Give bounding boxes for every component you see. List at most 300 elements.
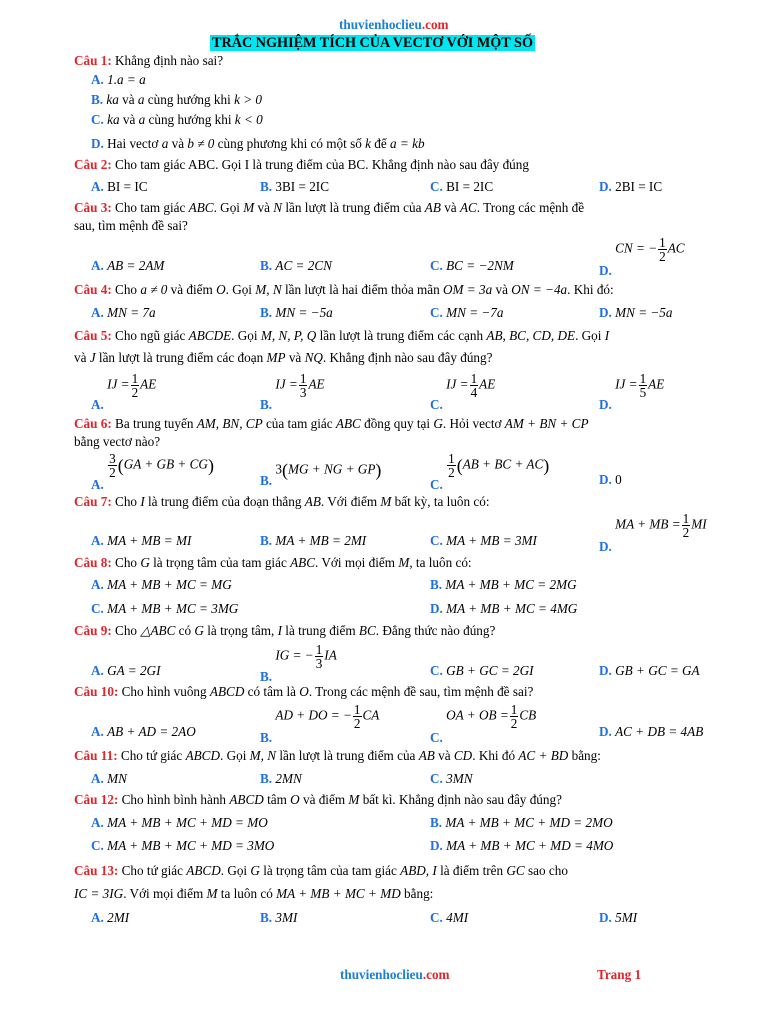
math: MA + MB + MC = 3MG — [107, 601, 239, 616]
text: . Hỏi vectơ — [442, 416, 502, 431]
question-label: Câu 13: — [74, 863, 119, 878]
math: O — [290, 792, 300, 807]
math: AE — [308, 376, 325, 392]
option-label: B. — [430, 577, 443, 592]
option-label: B. — [260, 473, 273, 489]
q9-option-d[interactable] — [599, 663, 700, 678]
math: AB + BC + AC — [462, 456, 544, 472]
math: ABCD — [209, 684, 245, 699]
text: . Với mọi điểm — [315, 555, 396, 570]
math: MA + MB + MC + MD = 4MO — [446, 838, 614, 853]
option-label: B. — [260, 396, 273, 412]
question-11 — [74, 748, 601, 763]
math: M, N — [255, 282, 282, 297]
text: . Gọi — [575, 328, 602, 343]
q7-option-b[interactable] — [260, 533, 366, 548]
q7-option-d[interactable] — [599, 511, 707, 554]
text: , ta luôn có: — [409, 555, 472, 570]
math: G — [433, 416, 443, 431]
option-label: C. — [430, 396, 443, 412]
math: AE — [648, 376, 665, 392]
question-3-line2: sau, tìm mệnh đề sai? — [74, 218, 188, 233]
option-label: A. — [91, 258, 104, 273]
text: bằng: — [571, 748, 601, 763]
math: AB — [424, 200, 441, 215]
math: I — [140, 494, 145, 509]
q6-option-a[interactable] — [91, 451, 214, 492]
math: MA + MB + MC + MD = 2MO — [445, 815, 613, 830]
text: cùng hướng khi — [148, 112, 232, 127]
q7-option-a[interactable] — [91, 533, 191, 548]
math: AC + BD — [518, 748, 569, 763]
text: . Gọi — [213, 200, 240, 215]
math: k < 0 — [234, 112, 263, 127]
math: CB — [519, 707, 537, 723]
text: ta luôn có — [220, 886, 273, 901]
paren-open: ( — [281, 460, 288, 480]
math: AB — [304, 494, 321, 509]
text: và — [257, 200, 270, 215]
math: AM + BN + CP — [504, 416, 589, 431]
question-label: Câu 10: — [74, 684, 119, 699]
text: . Đẳng thức nào đúng? — [375, 623, 496, 638]
math: BC = −2NM — [446, 258, 514, 273]
text: sao cho — [528, 863, 568, 878]
question-12 — [74, 792, 562, 807]
math: IA — [324, 647, 337, 663]
q9-option-b[interactable] — [260, 642, 337, 684]
text: lần lượt là hai điểm thỏa mãn — [284, 282, 440, 297]
text: . Khẳng định nào sau đây đúng? — [322, 350, 493, 365]
text: . Gọi — [220, 748, 247, 763]
q5-option-a[interactable] — [91, 371, 157, 412]
text: và — [122, 92, 135, 107]
math: O — [216, 282, 226, 297]
math: IC = 3IG — [74, 886, 124, 901]
math: AE — [140, 376, 157, 392]
q2-option-a[interactable] — [91, 179, 148, 194]
math: IJ = — [446, 376, 469, 392]
math: AM, BN, CP — [196, 416, 263, 431]
math: BI = IC — [107, 179, 148, 194]
option-label: C. — [430, 305, 443, 320]
math: k > 0 — [234, 92, 263, 107]
math: M — [206, 886, 218, 901]
text: Cho — [115, 282, 138, 297]
text: Cho — [115, 623, 138, 638]
math: 2MI — [107, 910, 130, 925]
fraction: $\frac{1}{2}$ — [682, 511, 690, 541]
option-label: C. — [430, 533, 443, 548]
text: . Với mọi điểm — [123, 886, 204, 901]
option-label: B. — [91, 92, 104, 107]
question-10 — [74, 684, 533, 699]
math: GA + GB + CG — [123, 456, 208, 472]
fraction: $\frac{3}{2}$ — [109, 451, 116, 481]
option-label: B. — [260, 179, 273, 194]
text: là trung điểm — [285, 623, 356, 638]
text: bất kỳ, ta luôn có: — [394, 494, 490, 509]
q6-option-c[interactable] — [430, 451, 550, 492]
text: Cho ngũ giác — [115, 328, 186, 343]
option-label: B. — [260, 729, 273, 745]
text: và điểm — [170, 282, 213, 297]
option-label: A. — [91, 724, 104, 739]
math: k — [365, 136, 371, 151]
option-label: D. — [599, 472, 612, 487]
option-label: C. — [430, 179, 443, 194]
q10-option-a[interactable] — [91, 724, 196, 739]
option-label: A. — [91, 771, 104, 786]
question-9 — [74, 623, 495, 638]
option-label: C. — [430, 258, 443, 273]
option-label: C. — [91, 112, 104, 127]
math: GC — [506, 863, 525, 878]
option-label: B. — [260, 910, 273, 925]
q12-option-d[interactable] — [430, 838, 613, 853]
option-label: A. — [91, 305, 104, 320]
text: có tâm là — [247, 684, 296, 699]
option-label: C. — [430, 910, 443, 925]
option-label: A. — [91, 72, 104, 87]
q4-option-b[interactable] — [260, 305, 333, 320]
question-3 — [74, 200, 584, 215]
q4-option-d[interactable] — [599, 305, 673, 320]
text: và — [288, 350, 302, 365]
text: lần lượt là trung điểm các đoạn — [98, 350, 264, 365]
math: BI = 2IC — [446, 179, 494, 194]
math: M — [348, 792, 360, 807]
text: . Gọi I là trung điểm của — [215, 157, 345, 172]
q13-option-d[interactable] — [599, 910, 637, 925]
q6-option-d[interactable] — [599, 472, 622, 487]
math: 3MI — [275, 910, 298, 925]
math: BC — [358, 623, 376, 638]
math: MA + MB = 3MI — [446, 533, 537, 548]
question-label: Câu 3: — [74, 200, 112, 215]
math: M — [398, 555, 410, 570]
text: cùng phương khi có một số — [217, 136, 362, 151]
text: . Gọi — [231, 328, 258, 343]
q12-option-a[interactable] — [91, 815, 268, 830]
text: bằng: — [404, 886, 434, 901]
paren-open: ( — [117, 455, 124, 476]
math: MN = 7a — [107, 305, 156, 320]
math: AB, BC, CD, DE — [486, 328, 576, 343]
question-label: Câu 9: — [74, 623, 112, 638]
fraction: $\frac{1}{3}$ — [299, 371, 307, 401]
q8-option-d[interactable] — [430, 601, 577, 616]
math: MA + MB + MC = 2MG — [445, 577, 577, 592]
option-label: D. — [599, 305, 612, 320]
math: a = kb — [390, 136, 425, 151]
math: 3 — [275, 461, 282, 477]
paren-close: ) — [207, 455, 214, 476]
math: MA + MB = — [615, 516, 681, 532]
math: ABCDE — [188, 328, 232, 343]
question-label: Câu 5: — [74, 328, 112, 343]
q4-option-c[interactable] — [430, 305, 504, 320]
math: 0 — [615, 472, 622, 487]
math: M — [380, 494, 392, 509]
q11-option-c[interactable] — [430, 771, 473, 786]
math: MG + NG + GP — [287, 461, 376, 477]
text: và điểm — [302, 792, 346, 807]
q2-option-d[interactable] — [599, 179, 662, 194]
fraction: $\frac{1}{2}$ — [131, 371, 139, 401]
fraction: $\frac{1}{2}$ — [659, 235, 666, 265]
math: ABC — [187, 157, 216, 172]
math: BC — [347, 157, 366, 172]
q1-option-c[interactable] — [91, 112, 263, 127]
math: MN = −5a — [615, 305, 673, 320]
text: và — [444, 200, 457, 215]
math: AB + AD = 2AO — [107, 724, 196, 739]
option-label: B. — [430, 815, 443, 830]
text: Cho hình bình hành — [121, 792, 227, 807]
text: và — [495, 282, 508, 297]
text: Cho tứ giác — [120, 748, 183, 763]
text: . Với điểm — [320, 494, 378, 509]
q5-option-d[interactable] — [599, 371, 665, 412]
q5-option-c[interactable] — [430, 371, 496, 412]
text: có — [178, 623, 192, 638]
math: MP — [266, 350, 286, 365]
math: b ≠ 0 — [187, 136, 215, 151]
option-label: A. — [91, 476, 104, 492]
text: là trọng tâm, — [207, 623, 275, 638]
math: AD + DO = − — [275, 707, 352, 723]
text: . Gọi — [225, 282, 252, 297]
question-label: Câu 6: — [74, 416, 112, 431]
math: MA + MB + MC = 4MG — [446, 601, 578, 616]
q1-option-d[interactable] — [91, 136, 425, 151]
math: M, N — [249, 748, 277, 763]
math: J — [89, 350, 96, 365]
text: tâm — [267, 792, 287, 807]
q8-option-c[interactable] — [91, 601, 238, 616]
q3-option-c[interactable] — [430, 258, 514, 273]
q3-option-d[interactable] — [599, 235, 685, 278]
math: MA + MB + MC + MD — [276, 886, 401, 901]
text: Cho — [115, 494, 138, 509]
page-title: TRẮC NGHIỆM TÍCH CỦA VECTƠ VỚI MỘT SỐ — [212, 35, 533, 51]
math: 4MI — [446, 910, 469, 925]
math: GA = 2GI — [107, 663, 161, 678]
footer-site-name: thuvienhoclieu — [340, 967, 423, 982]
math: AC = 2CN — [275, 258, 332, 273]
option-label: D. — [599, 179, 612, 194]
fraction: $\frac{1}{2}$ — [353, 702, 361, 732]
question-label: Câu 11: — [74, 748, 118, 763]
q10-option-d[interactable] — [599, 724, 703, 739]
option-label: A. — [91, 663, 104, 678]
option-label: A. — [91, 577, 104, 592]
question-4 — [74, 282, 614, 297]
math: MI — [691, 516, 707, 532]
math: MN = −7a — [446, 305, 504, 320]
math: O — [299, 684, 309, 699]
q2-option-b[interactable] — [260, 179, 329, 194]
text: là trọng tâm của tam giác — [263, 863, 397, 878]
question-1 — [74, 53, 223, 68]
math: a — [137, 92, 145, 107]
math: G — [250, 863, 260, 878]
math: IJ = — [275, 376, 298, 392]
math: N — [273, 200, 283, 215]
text: Cho tam giác — [115, 200, 186, 215]
text: Cho — [115, 555, 138, 570]
option-label: A. — [91, 396, 104, 412]
q12-option-c[interactable] — [91, 838, 274, 853]
q11-option-a[interactable] — [91, 771, 127, 786]
option-label: A. — [91, 533, 104, 548]
q8-option-a[interactable] — [91, 577, 232, 592]
q8-option-b[interactable] — [430, 577, 577, 592]
math: ON = −4a — [511, 282, 568, 297]
math: I — [604, 328, 610, 343]
q13-option-a[interactable] — [91, 910, 129, 925]
q5-option-b[interactable] — [260, 371, 325, 412]
math: GB + GC = GA — [615, 663, 700, 678]
text: . Trong các mệnh đề — [476, 200, 585, 215]
option-label: B. — [260, 533, 273, 548]
math: OM = 3a — [442, 282, 493, 297]
question-label: Câu 1: — [74, 53, 112, 68]
math: MN — [107, 771, 127, 786]
q10-option-b[interactable] — [260, 702, 380, 745]
math: MN = −5a — [275, 305, 333, 320]
question-8 — [74, 555, 472, 570]
q9-option-c[interactable] — [430, 663, 534, 678]
text: cùng hướng khi — [147, 92, 231, 107]
option-label: B. — [260, 771, 273, 786]
math: a — [161, 136, 169, 151]
math: 3MN — [446, 771, 473, 786]
option-label: D. — [599, 910, 612, 925]
question-label: Câu 4: — [74, 282, 112, 297]
math: 1.a = a — [107, 72, 146, 87]
option-label: C. — [430, 729, 443, 745]
math: ka — [107, 112, 120, 127]
text: và — [171, 136, 185, 151]
text: . Gọi — [220, 863, 248, 878]
question-13-line2 — [74, 886, 433, 901]
header-site-name: thuvienhoclieu — [339, 17, 422, 32]
option-label: C. — [91, 838, 104, 853]
q3-option-a[interactable] — [91, 258, 164, 273]
text: để — [374, 136, 387, 151]
math: 5MI — [615, 910, 638, 925]
math: MA + MB = MI — [107, 533, 192, 548]
text: Cho hình vuông — [121, 684, 207, 699]
footer-site — [340, 967, 450, 982]
option-label: B. — [260, 258, 273, 273]
fraction: $\frac{1}{3}$ — [315, 642, 323, 672]
math: AB = 2AM — [107, 258, 165, 273]
option-label: C. — [430, 771, 443, 786]
text: là trọng tâm của tam giác — [153, 555, 287, 570]
option-label: D. — [599, 724, 612, 739]
option-label: D. — [599, 663, 612, 678]
text: bất kì. Khẳng định nào sau đây đúng? — [362, 792, 562, 807]
q12-option-b[interactable] — [430, 815, 613, 830]
question-label: Câu 8: — [74, 555, 112, 570]
option-label: C. — [91, 601, 104, 616]
text: . Khi đó: — [567, 282, 614, 297]
math: G — [140, 555, 150, 570]
q2-option-c[interactable] — [430, 179, 493, 194]
option-label: D. — [430, 838, 443, 853]
q13-option-b[interactable] — [260, 910, 297, 925]
question-label: Câu 12: — [74, 792, 119, 807]
text: . Trong các mệnh đề sau, tìm mệnh đề sai? — [308, 684, 534, 699]
q7-option-c[interactable] — [430, 533, 537, 548]
q11-option-b[interactable] — [260, 771, 302, 786]
fraction: $\frac{1}{2}$ — [510, 702, 518, 732]
question-5-line2 — [74, 350, 492, 365]
math: ABCD — [229, 792, 264, 807]
text: đồng quy tại — [364, 416, 431, 431]
q9-option-a[interactable] — [91, 663, 160, 678]
question-6-line2: bằng vectơ nào? — [74, 434, 161, 449]
fraction: $\frac{1}{4}$ — [470, 371, 478, 401]
text: là trung điểm của đoạn thẳng — [148, 494, 302, 509]
fraction: $\frac{1}{2}$ — [448, 451, 455, 481]
math: MA + MB + MC = MG — [107, 577, 232, 592]
option-label: D. — [430, 601, 443, 616]
math: G — [194, 623, 204, 638]
question-label: Câu 7: — [74, 494, 112, 509]
math: M — [243, 200, 255, 215]
question-6 — [74, 416, 589, 431]
q10-option-c[interactable] — [430, 702, 537, 745]
question-7 — [74, 494, 490, 509]
q1-option-b[interactable] — [91, 92, 262, 107]
q4-option-a[interactable] — [91, 305, 156, 320]
option-label: B. — [260, 668, 273, 684]
math: AB — [418, 748, 435, 763]
header-site — [339, 17, 449, 32]
math: a ≠ 0 — [140, 282, 168, 297]
text: của tam giác — [265, 416, 333, 431]
math: CN = − — [615, 240, 658, 256]
option-label: C. — [430, 663, 443, 678]
question-2 — [74, 157, 529, 172]
math: GB + GC = 2GI — [446, 663, 534, 678]
text: và — [74, 350, 87, 365]
q1-option-a[interactable] — [91, 72, 146, 87]
option-label: C. — [430, 476, 443, 492]
option-label: A. — [91, 815, 104, 830]
text: lần lượt là trung điểm của — [279, 748, 416, 763]
math: 3BI = 2IC — [275, 179, 329, 194]
text: Hai vectơ — [107, 136, 159, 151]
text: lần lượt là trung điểm của — [285, 200, 422, 215]
q6-option-b[interactable] — [260, 460, 382, 489]
option-label: D. — [599, 262, 612, 278]
q13-option-c[interactable] — [430, 910, 468, 925]
text: Cho tam giác — [115, 157, 186, 172]
footer-site-domain: .com — [422, 967, 450, 982]
math: M, N, P, Q — [260, 328, 317, 343]
option-label: D. — [599, 396, 612, 412]
math: AE — [479, 376, 496, 392]
math: NQ — [304, 350, 323, 365]
paren-close: ) — [543, 455, 550, 476]
q3-option-b[interactable] — [260, 258, 332, 273]
text: là điểm trên — [440, 863, 504, 878]
